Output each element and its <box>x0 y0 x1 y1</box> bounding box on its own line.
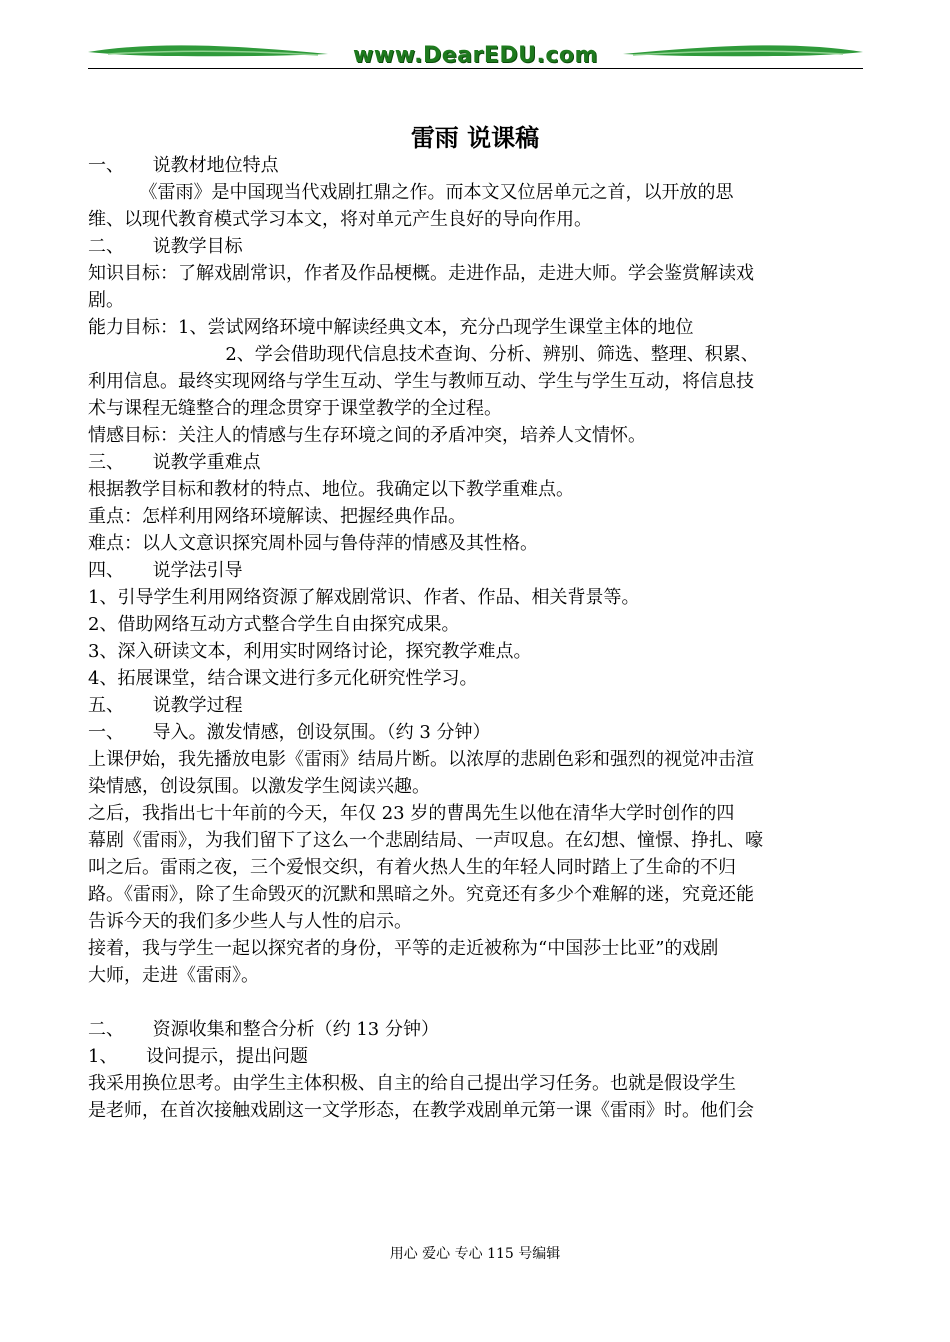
site-header <box>88 38 863 72</box>
text-line: 1、 设问提示，提出问题 <box>88 1046 309 1067</box>
text-line: 利用信息。最终实现网络与学生互动、学生与教师互动、学生与学生互动，将信息技 <box>88 371 754 392</box>
text-line: 《雷雨》是中国现当代戏剧扛鼎之作。而本文又位居单元之首，以开放的思 <box>88 182 734 203</box>
text-line: 一、 说教材地位特点 <box>88 155 279 176</box>
text-line: 难点：以人文意识探究周朴园与鲁侍萍的情感及其性格。 <box>88 533 538 554</box>
text-line: 根据教学目标和教材的特点、地位。我确定以下教学重难点。 <box>88 479 574 500</box>
text-line: 情感目标：关注人的情感与生存环境之间的矛盾冲突，培养人文情怀。 <box>88 425 646 446</box>
text-line: 我采用换位思考。由学生主体积极、自主的给自己提出学习任务。也就是假设学生 <box>88 1073 736 1094</box>
text-line: 二、 说教学目标 <box>88 236 243 257</box>
text-line: 三、 说教学重难点 <box>88 452 261 473</box>
text-line: 接着，我与学生一起以探究者的身份，平等的走近被称为“中国莎士比亚”的戏剧 <box>88 938 719 959</box>
text-line: 路。《雷雨》，除了生命毁灭的沉默和黑暗之外。究竟还有多少个难解的迷，究竟还能 <box>88 884 754 905</box>
text-line: 能力目标：1、尝试网络环境中解读经典文本，充分凸现学生课堂主体的地位 <box>88 317 694 338</box>
text-line: 二、 资源收集和整合分析（约 13 分钟） <box>88 1019 439 1040</box>
text-line: 四、 说学法引导 <box>88 560 243 581</box>
text-line: 2、借助网络互动方式整合学生自由探究成果。 <box>88 614 460 635</box>
text-line: 2、学会借助现代信息技术查询、分析、辨别、筛选、整理、积累、 <box>88 344 759 365</box>
header-divider <box>88 68 863 69</box>
text-line: 叫之后。雷雨之夜，三个爱恨交织，有着火热人生的年轻人同时踏上了生命的不归 <box>88 857 736 878</box>
text-line: 维、以现代教育模式学习本文，将对单元产生良好的导向作用。 <box>88 209 592 230</box>
text-line <box>88 989 863 1016</box>
text-line: 4、拓展课堂，结合课文进行多元化研究性学习。 <box>88 668 478 689</box>
text-line: 上课伊始，我先播放电影《雷雨》结局片断。以浓厚的悲剧色彩和强烈的视觉冲击渲 <box>88 749 754 770</box>
text-line: 剧。 <box>88 290 124 311</box>
text-line: 术与课程无缝整合的理念贯穿于课堂教学的全过程。 <box>88 398 502 419</box>
text-line: 大师，走进《雷雨》。 <box>88 965 259 986</box>
text-line: 染情感，创设氛围。以激发学生阅读兴趣。 <box>88 776 430 797</box>
text-line: 3、深入研读文本，利用实时网络讨论，探究教学难点。 <box>88 641 532 662</box>
text-line: 知识目标：了解戏剧常识，作者及作品梗概。走进作品，走进大师。学会鉴赏解读戏 <box>88 263 754 284</box>
text-line: 重点：怎样利用网络环境解读、把握经典作品。 <box>88 506 466 527</box>
page-footer: 用心 爱心 专心 115 号编辑 <box>389 1246 561 1262</box>
document-body <box>88 152 863 1124</box>
text-line: 一、 导入。激发情感，创设氛围。（约 3 分钟） <box>88 722 491 743</box>
text-line: 之后，我指出七十年前的今天，年仅 23 岁的曹禺先生以他在清华大学时创作的四 <box>88 803 735 824</box>
page-title: 雷雨 说课稿 <box>410 124 540 152</box>
text-line: 五、 说教学过程 <box>88 695 243 716</box>
text-line: 幕剧《雷雨》，为我们留下了这么一个悲剧结局、一声叹息。在幻想、憧憬、挣扎、嚎 <box>88 830 763 851</box>
text-line: 是老师，在首次接触戏剧这一文学形态，在教学戏剧单元第一课《雷雨》时。他们会 <box>88 1100 754 1121</box>
site-logo: www.DearEDU.com <box>353 43 598 68</box>
text-line: 1、引导学生利用网络资源了解戏剧常识、作者、作品、相关背景等。 <box>88 587 640 608</box>
text-line: 告诉今天的我们多少些人与人性的启示。 <box>88 911 412 932</box>
